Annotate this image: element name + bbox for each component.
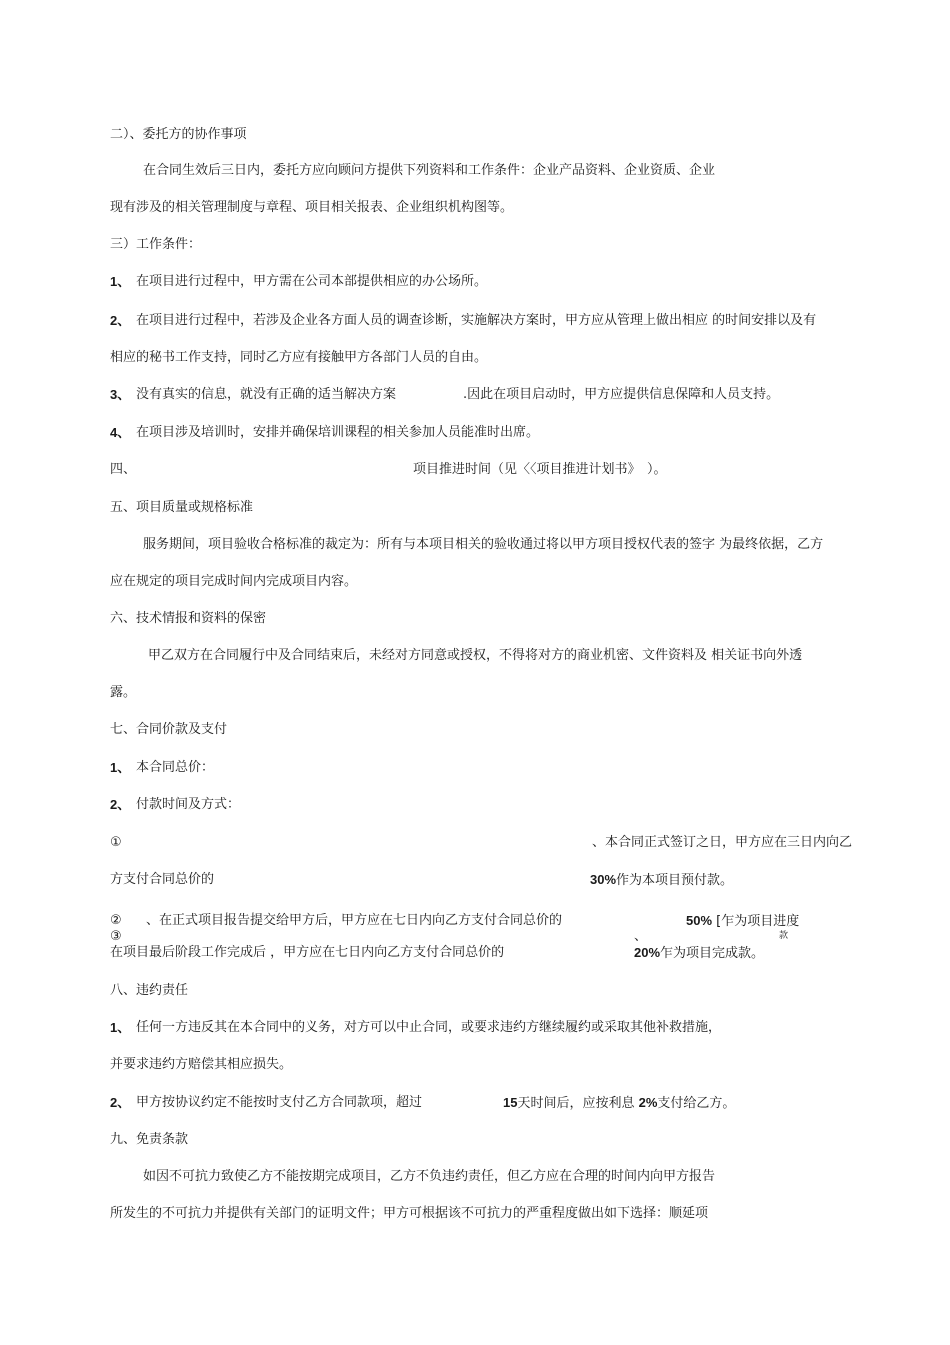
- list-item-number: 2、: [110, 1095, 131, 1110]
- payment-marker-2: ②: [110, 913, 122, 928]
- section-heading-work-conditions: 三）工作条件：: [110, 237, 202, 252]
- section-heading-breach: 八、违约责任: [110, 983, 189, 998]
- list-item-number: 1、: [110, 1020, 131, 1035]
- schedule-text: 项目推进时间（见〈〈项目推进计划书》 ）。: [413, 462, 667, 477]
- payment-1-line2: 方支付合同总价的: [110, 872, 215, 887]
- list-item-continuation: 相应的秘书工作支持，同时乙方应有接触甲方各部门人员的自由。: [110, 350, 488, 365]
- paragraph-collaboration-line1: 在合同生效后三日内，委托方应向顾问方提供下列资料和工作条件：企业产品资料、企业资质、企业: [143, 163, 716, 178]
- list-item-number: 2、: [110, 313, 131, 328]
- payment-3-separator: 、: [634, 929, 648, 944]
- list-item-continuation: .因此在项目启动时，甲方应提供信息保障和人员支持。: [463, 387, 780, 402]
- section-heading-exemption: 九、免责条款: [110, 1132, 189, 1147]
- breach-item-1-line1: 任何一方违反其在本合同中的义务，对方可以中止合同，或要求违约方继续履约或采取其他补救措施，: [136, 1020, 722, 1035]
- section-heading-quality: 五、项目质量或规格标准: [110, 500, 254, 515]
- payment-marker-3: ③: [110, 929, 122, 944]
- list-item-number: 2、: [110, 797, 131, 812]
- section-heading-price: 七、合同价款及支付: [110, 722, 228, 737]
- list-item: 在项目进行过程中，若涉及企业各方面人员的调查诊断，实施解决方案时，甲方应从管理上做出相应 的时间安排以及有: [136, 313, 817, 328]
- payment-3-text: 在项目最后阶段工作完成后 ，甲方应在七日内向乙方支付合同总价的: [110, 945, 505, 960]
- paragraph-exemption-line2: 所发生的不可抗力并提供有关部门的证明文件；甲方可根据该不可抗力的严重程度做出如下选择：顺延项: [110, 1206, 709, 1221]
- paragraph-quality-line1: 服务期间，项目验收合格标准的裁定为：所有与本项目相关的验收通过将以甲方项目授权代表的签字 为最终依据，乙方: [143, 537, 824, 552]
- payment-1-line1: 、本合同正式签订之日，甲方应在三日内向乙: [592, 835, 853, 850]
- payment-2-rate: 50% [乍为项目进度: [686, 913, 800, 929]
- list-item: 在项目涉及培训时，安排并确保培训课程的相关参加人员能准时出席。: [136, 425, 540, 440]
- paragraph-confidentiality-line2: 露。: [110, 685, 137, 700]
- payment-2-tail: 款: [779, 931, 789, 941]
- list-item-number: 1、: [110, 760, 131, 775]
- list-item: 没有真实的信息，就没有正确的适当解决方案: [136, 387, 397, 402]
- breach-item-2-text: 甲方按协议约定不能按时支付乙方合同款项，超过: [136, 1095, 423, 1110]
- breach-item-2-terms: 15天时间后，应按利息 2%支付给乙方。: [503, 1095, 736, 1111]
- section-heading-collaboration: 二）、委托方的协作事项: [110, 127, 247, 142]
- payment-3-rate: 20%乍为项目完成款。: [634, 945, 765, 961]
- payment-method-label: 付款时间及方式：: [136, 797, 241, 812]
- list-item: 在项目进行过程中，甲方需在公司本部提供相应的办公场所。: [136, 274, 488, 289]
- section-heading-schedule: 四、: [110, 462, 137, 477]
- breach-item-1-line2: 并要求违约方赔偿其相应损失。: [110, 1057, 293, 1072]
- paragraph-confidentiality-line1: 甲乙双方在合同履行中及合同结束后，未经对方同意或授权，不得将对方的商业机密、文件资料及 相关证书向外透: [148, 648, 803, 663]
- list-item-number: 4、: [110, 425, 131, 440]
- payment-1-rate: 30%作为本项目预付款。: [590, 872, 734, 888]
- list-item-number: 1、: [110, 274, 131, 289]
- paragraph-collaboration-line2: 现有涉及的相关管理制度与章程、项目相关报表、企业组织机构图等。: [110, 200, 514, 215]
- section-heading-confidentiality: 六、技术情报和资料的保密: [110, 611, 267, 626]
- paragraph-quality-line2: 应在规定的项目完成时间内完成项目内容。: [110, 574, 358, 589]
- paragraph-exemption-line1: 如因不可抗力致使乙方不能按期完成项目，乙方不负违约责任，但乙方应在合理的时间内向甲方报告: [143, 1169, 716, 1184]
- payment-2-text: 、在正式项目报告提交给甲方后，甲方应在七日内向乙方支付合同总价的: [146, 913, 563, 928]
- total-price-label: 本合同总价：: [136, 760, 215, 775]
- list-item-number: 3、: [110, 387, 131, 402]
- payment-marker-1: ①: [110, 835, 122, 850]
